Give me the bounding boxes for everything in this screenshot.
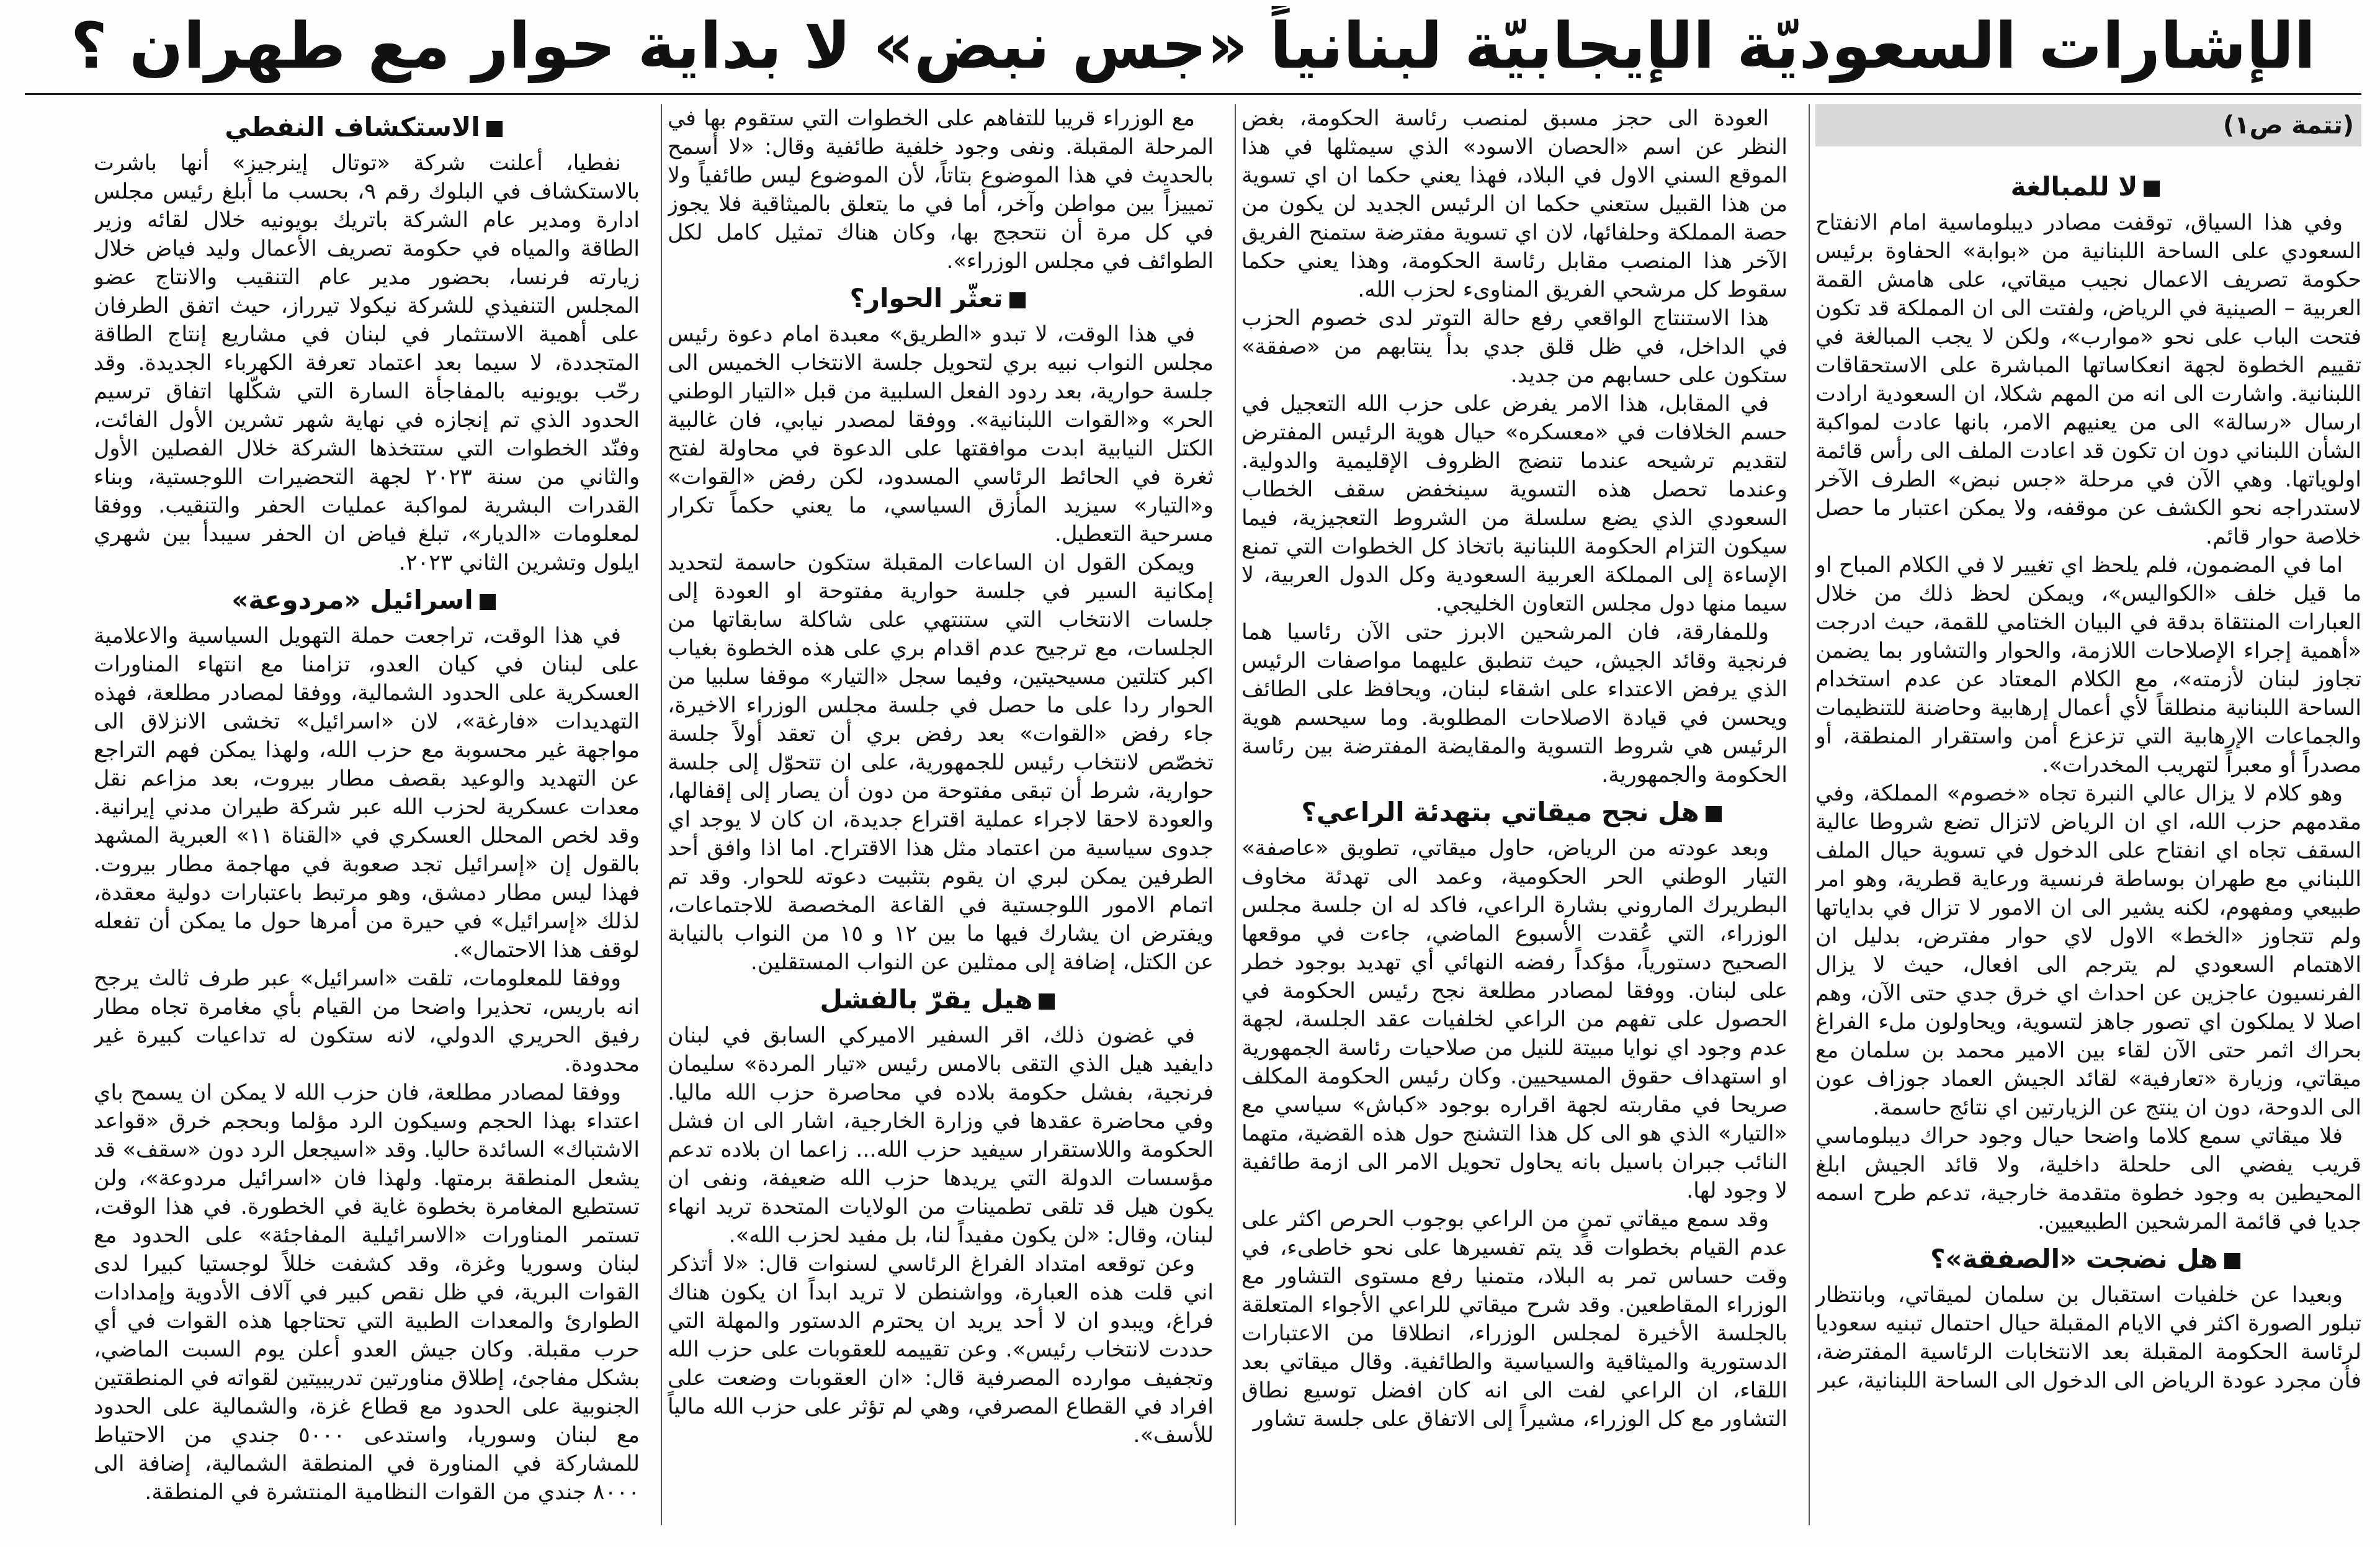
paragraph: مع الوزراء قريبا للتفاهم على الخطوات التي ستقوم بها في المرحلة المقبلة. ونفى وجود خلفية طائفية وقال: «لا أسمح بالحديث في هذا الموضوع بتاتاً، لأن الموضوع ليس طائفياً ولا تمييزاً بين مواطن وآخر، أما في ما يتعلق بالميثاقية فلا يجوز في كل مرة أن نتحجج بها، وكان هناك تمثيل كامل لكل الطوائف في مجلس الوزراء». bbox=[668, 106, 1214, 274]
paragraph: وعن توقعه امتداد الفراغ الرئاسي لسنوات قال: «لا أتذكر اني قلت هذه العبارة، وواشنطن لا تريد ابداً ان يكون هناك فراغ، ويبدو ان لا أحد يريد ان يحترم الدستور والمهلة التي حددت لانتخاب رئيس». وعن تقييمه للعقوبات على حزب الله وتجفيف موارده المصرفية قال: «ان العقوبات وضعت على افراد في القطاع المصرفي، وهي لم تؤثر على حزب الله مالياً للأسف». bbox=[668, 1252, 1214, 1448]
square-bullet-icon bbox=[486, 121, 503, 137]
paragraph: هذا الاستنتاج الواقعي رفع حالة التوتر لدى خصوم الحزب في الداخل، في ظل قلق جدي بدأ ينتابهم من «صفقة» ستكون على حسابهم من جديد. bbox=[1241, 306, 1787, 388]
subheading: لا للمبالغة bbox=[1815, 168, 2361, 206]
square-bullet-icon bbox=[480, 594, 496, 610]
paragraph: في غضون ذلك، اقر السفير الاميركي السابق في لبنان دايفيد هيل الذي التقى بالامس رئيس «تيار المردة» سليمان فرنجية، بفشل حكومة بلاده في محاصرة حزب الله ماليا. وفي محاضرة عقدها في وزارة الخارجية، اشار الى ان فشل الحكومة واللاستقرار سيفيد حزب الله... زاعما ان بلاده تدعم مؤسسات الدولة التي يريدها حزب الله ضعيفة، ونفى ان يكون هيل قد تلقى تطمينات من الولايات المتحدة تريد انهاء لبنان، وقال: «لن يكون مفيداً لنا، بل مفيد لحزب الله». bbox=[668, 1023, 1214, 1248]
column-1 bbox=[1815, 104, 2361, 1531]
paragraph: في المقابل، هذا الامر يفرض على حزب الله التعجيل في حسم الخلافات في «معسكره» حيال هوية الرئيس المفترض لتقديم ترشيحه عندما تنضج الظروف الإقليمية والدولية. وعندما تحصل هذه التسوية سينخفض سقف الخطاب السعودي الذي يضع سلسلة من الشروط التعجيزية، فيما سيكون التزام الحكومة اللبنانية باتخاذ كل الخطوات التي تمنع الإساءة إلى المملكة العربية السعودية وكل الدول العربية، لا سيما منها دول مجلس التعاون الخليجي. bbox=[1241, 392, 1787, 616]
paragraph: فلا ميقاتي سمع كلاما واضحا حيال وجود حراك ديبلوماسي قريب يفضي الى حلحلة داخلية، ولا قائد الجيش ابلغ المحيطين به وجود خطوة متقدمة خارجية، تدعم طرح اسمه جديا في قائمة المرشحين الطبيعيين. bbox=[1815, 1124, 2361, 1234]
paragraph: وهو كلام لا يزال عالي النبرة تجاه «خصوم» المملكة، وفي مقدمهم حزب الله، اي ان الرياض لاتزال تضع شروطا عالية السقف تجاه اي انفتاح على الدخول في تسوية حيال الملف اللبناني مع طهران بوساطة فرنسية ورعاية قطرية، وهو امر طبيعي ومفهوم، لكنه يشير الى ان الامور لا تزال في بداياتها ولم تتجاوز «الخط» الاول لاي حوار مفترض، بدليل ان الاهتمام السعودي لم يترجم الى افعال، حيث لا يزال الفرنسيون عاجزين عن احداث اي خرق جدي حتى الآن، وهم اصلا لا يملكون اي تصور جاهز لتسوية، ويحاولون ملء الفراغ بحراك اثمر حتى الآن لقاء بين الامير محمد بن سلمان مع ميقاتي، وزيارة «تعارفية» لقائد الجيش العماد جوزاف عون الى الدوحة، دون ان ينتج عن الزيارتين اي نتائج حاسمة. bbox=[1815, 781, 2361, 1120]
headline-rule bbox=[25, 93, 2361, 95]
paragraph: في هذا الوقت، لا تبدو «الطريق» معبدة امام دعوة رئيس مجلس النواب نبيه بري لتحويل جلسة الانتخاب الخميس الى جلسة حوارية، بعد ردود الفعل السلبية من قبل «التيار الوطني الحر» و«القوات اللبنانية». ووفقا لمصدر نيابي، فان غالبية الكتل النيابية ابدت موافقتها على الدعوة في محاولة لفتح ثغرة في الحائط الرئاسي المسدود، لكن رفض «القوات» و«التيار» سيزيد المأزق السياسي، ما يعني حكماً تكرار مسرحية التعطيل. bbox=[668, 322, 1214, 547]
paragraph: العودة الى حجز مسبق لمنصب رئاسة الحكومة، بغض النظر عن اسم «الحصان الاسود» الذي سيمثلها في هذا الموقع السني الاول في البلاد، فهذا يعني حكما ان اي تسوية من هذا القبيل ستعني حكما ان الرئيس الجديد لن يكون من حصة المملكة وحلفائها، لان اي تسوية مفترضة ستمنح الفريق الآخر هذا المنصب مقابل رئاسة الحكومة، وهذا يعني حكما سقوط كل مرشحي الفريق المناوىء لحزب الله. bbox=[1241, 106, 1787, 302]
column-4 bbox=[94, 104, 640, 1531]
paragraph: نفطيا، أعلنت شركة «توتال إينرجيز» أنها باشرت بالاستكشاف في البلوك رقم ٩، بحسب ما أبلغ رئيس مجلس ادارة ومدير عام الشركة باتريك بويونيه خلال لقائه وزير الطاقة والمياه في حكومة تصريف الأعمال وليد فياض خلال زيارته فرنسا، بحضور مدير عام التنقيب والانتاج عضو المجلس التنفيذي للشركة نيكولا تيرراز، حيث اتفق الطرفان على أهمية الاستثمار في لبنان في مشاريع إنتاج الطاقة المتجددة، لا سيما بعد اعتماد تعرفة الكهرباء الجديدة. وقد رحّب بويونيه بالمفاجأة السارة التي شكّلها اتفاق ترسيم الحدود الذي تم إنجازه في نهاية شهر تشرين الأول الفائت، وفنّد الخطوات التي ستتخذها الشركة خلال الفصلين الأول والثاني من سنة ٢٠٢٣ لجهة التحضيرات اللوجستية، وبناء القدرات البشرية لمواكبة عمليات الحفر والتنقيب. ووفقا لمعلومات «الديار»، تبلغ فياض ان الحفر سيبدأ بين شهري ايلول وتشرين الثاني ٢٠٢٣. bbox=[94, 151, 640, 575]
paragraph: وبعد عودته من الرياض، حاول ميقاتي، تطويق «عاصفة» التيار الوطني الحر الحكومية، وعمد الى تهدئة مخاوف البطريرك الماروني بشارة الراعي، فاكد له ان جلسة مجلس الوزراء، التي عُقدت الأسبوع الماضي، جاءت في موقعها الصحيح دستورياً، مؤكداً رفضه النهائي أي تهديد بوجود خطر على لبنان. ووفقا لمصادر مطلعة نجح رئيس الحكومة في الحصول على تفهم من الراعي لخلفيات عقد الجلسة، لجهة عدم وجود اي نوايا مبيتة للنيل من صلاحيات رئاسة الجمهورية او استهداف حقوق المسيحيين. وكان رئيس الحكومة المكلف صريحا في مقاربته لجهة اقراره بوجود «كباش» سياسي مع «التيار» الذي هو الى كل هذا التشنج حول هذه القضية، متهما النائب جبران باسيل بانه يحاول تحويل الامر الى ازمة طائفية لا وجود لها. bbox=[1241, 836, 1787, 1203]
headline: الإشارات السعوديّة الإيجابيّة لبنانياً «جس نبض» لا بداية حوار مع طهران ؟ bbox=[70, 9, 2316, 83]
paragraph: وللمفارقة، فان المرشحين الابرز حتى الآن رئاسيا هما فرنجية وقائد الجيش، حيث تنطبق عليهما مواصفات الرئيس الذي يرفض الاعتداء على اشقاء لبنان، ويحافظ على الطائف ويحسن في قيادة الاصلاحات المطلوبة. وما سيحسم هوية الرئيس هي شروط التسوية والمقايضة المفترضة بين رئاسة الحكومة والجمهورية. bbox=[1241, 620, 1787, 787]
continuation-label: (تتمة ص١) bbox=[1815, 104, 2361, 146]
paragraph: اما في المضمون، فلم يلحظ اي تغيير لا في الكلام المباح او ما قيل خلف «الكواليس»، ويمكن لحظ ذلك من خلال العبارات المنتقاة بدقة في البيان الختامي للقمة، حيث ادرجت «أهمية إجراء الإصلاحات اللازمة، والحوار والتشاور بما يضمن تجاوز لبنان لأزمته»، مع الكلام المعتاد عن عدم استخدام الساحة اللبنانية منطلقاً لأي أعمال إرهابية وحاضنة للتنظيمات والجماعات الإرهابية التي تزعزع أمن واستقرار المنطقة، أو مصدراً أو معبراً لتهريب المخدرات». bbox=[1815, 553, 2361, 778]
square-bullet-icon bbox=[1706, 806, 1722, 822]
paragraph: ويمكن القول ان الساعات المقبلة ستكون حاسمة لتحديد إمكانية السير في جلسة حوارية مفتوحة او العودة إلى جلسات الانتخاب التي ستنتهي على شاكلة سابقاتها من الجلسات، مع ترجيح عدم اقدام بري على هذه الخطوة بغياب اكبر كتلتين مسيحيتين، وفيما سجل «التيار» موقفا سلبيا من الحوار ردا على ما حصل في جلسة مجلس الوزراء الاخيرة، جاء رفض «القوات» بعد رفض بري أن تعقد أولاً جلسة تخصّص لانتخاب رئيس للجمهورية، على ان تتحوّل إلى جلسة حوارية، شرط أن تبقى مفتوحة من دون أن يصار إلى إقفالها، والعودة لاحقا لاجراء عملية اقتراع جديدة، ان كان لا يوجد اي جدوى سياسية من اعتماد مثل هذا الاقتراح. اما اذا وافق أحد الطرفين يمكن لبري ان يقوم بتثبيت دعوته للحوار. وقد تم اتمام الامور اللوجستية في القاعة المخصصة للاجتماعات، ويفترض ان يشارك فيها ما بين ١٢ و ١٥ من النواب بالنيابة عن الكتل، إضافة إلى ممثلين عن النواب المستقلين. bbox=[668, 550, 1214, 975]
column-3 bbox=[668, 104, 1214, 1531]
square-bullet-icon bbox=[1039, 993, 1055, 1010]
square-bullet-icon bbox=[2224, 1253, 2240, 1269]
column-2 bbox=[1241, 104, 1787, 1531]
paragraph: وبعيدا عن خلفيات استقبال بن سلمان لميقاتي، وبانتظار تبلور الصورة اكثر في الايام المقبلة حيال احتمال تبنيه سعوديا لرئاسة الحكومة المقبلة بعد الانتخابات الرئاسية المفترضة، فأن مجرد عودة الرياض الى الدخول الى الساحة اللبنانية، عبر bbox=[1815, 1283, 2361, 1393]
square-bullet-icon bbox=[2144, 181, 2160, 197]
subheading: هيل يقرّ بالفشل bbox=[668, 980, 1214, 1019]
column-divider bbox=[1235, 104, 1236, 1525]
paragraph: وفي هذا السياق، توقفت مصادر ديبلوماسية امام الانفتاح السعودي على الساحة اللبنانية من «بوابة» الحفاوة برئيس حكومة تصريف الاعمال نجيب ميقاتي، على هامش القمة العربية – الصينية في الرياض، ولفتت الى ان المملكة قد تكون فتحت الباب على نحو «موارب»، ولكن لا يجب المبالغة في تقييم الخطوة لجهة انعكاساتها المباشرة على الاستحقاقات اللبنانية. واشارت الى انه من المهم شكلا، ان السعودية ارادت ارسال «رسالة» الى من يعنيهم الامر، بانها عادت لمواكبة الشأن اللبناني دون ان تكون قد اعادت الملف الى رأس قائمة اولوياتها. وهي الآن في مرحلة «جس نبض» الطرف الآخر لاستدراجه نحو الكشف عن موقفه، ولا يمكن اعتبار ما حصل خلاصة حوار قائم. bbox=[1815, 210, 2361, 549]
column-divider bbox=[661, 104, 662, 1525]
paragraph: ووفقا لمصادر مطلعة، فان حزب الله لا يمكن ان يسمح باي اعتداء بهذا الحجم وسيكون الرد مؤلما وبحجم خرق «قواعد الاشتباك» السائدة حاليا. وقد «اسيجعل الرد دون «سقف» قد يشعل المنطقة برمتها. ولهذا فان «اسرائيل مردوعة»، ولن تستطيع المغامرة بخطوة غاية في الخطورة. في هذا الوقت، تستمر المناورات «الاسرائيلية المفاجئة» على الحدود مع لبنان وسوريا وغزة، وقد كشفت خللاً لوجستيا كبيرا لدى القوات البرية، في ظل نقص كبير في آلاف الأدوية وإمدادات الطوارئ والمعدات الطبية التي تحتاجها هذه القوات في أي حرب مقبلة. وكان جيش العدو أعلن يوم السبت الماضي، بشكل مفاجئ، إطلاق مناورتين تدريبيتين لقواته في المنطقتين الجنوبية على الحدود مع قطاع غزة، والشمالية على الحدود مع لبنان وسوريا، واستدعى ٥٠٠٠ جندي من الاحتياط للمشاركة في المناورة في المنطقة الشمالية، إضافة الى ٨٠٠٠ جندي من القوات النظامية المنتشرة في المنطقة. bbox=[94, 1080, 640, 1505]
subheading: الاستكشاف النفطي bbox=[94, 108, 640, 146]
square-bullet-icon bbox=[1009, 292, 1026, 308]
paragraph: ووفقا للمعلومات، تلقت «اسرائيل» عبر طرف ثالث يرجح انه باريس، تحذيرا واضحا من القيام بأي مغامرة تجاه مطار رفيق الحريري الدولي، لانه ستكون له تداعيات كبيرة غير محدودة. bbox=[94, 966, 640, 1077]
paragraph: في هذا الوقت، تراجعت حملة التهويل السياسية والاعلامية على لبنان في كيان العدو، تزامنا مع انتهاء المناورات العسكرية على الحدود الشمالية، ووفقا لمصادر مطلعة، فهذه التهديدات «فارغة»، لان «اسرائيل» تخشى الانزلاق الى مواجهة غير محسوبة مع حزب الله، ولهذا يمكن فهم التراجع عن التهديد والوعيد بقصف مطار بيروت، بعد مزاعم نقل معدات عسكرية لحزب الله عبر شركة طيران مدني إيرانية. وقد لخص المحلل العسكري في «القناة ١١» العبرية المشهد بالقول إن «إسرائيل تجد صعوبة في مهاجمة مطار بيروت. فهذا ليس مطار دمشق، وهو مرتبط باعتبارات دولية معقدة، لذلك «إسرائيل» في حيرة من أمرها حول ما يمكن أن تفعله لوقف هذا الاحتمال». bbox=[94, 624, 640, 962]
paragraph: وقد سمع ميقاتي تمنٍ من الراعي بوجوب الحرص اكثر على عدم القيام بخطوات قد يتم تفسيرها على نحو خاطىء، في وقت حساس تمر به البلاد، متمنيا رفع مستوى التشاور مع الوزراء المقاطعين. وقد شرح ميقاتي للراعي الأجواء المتعلقة بالجلسة الأخيرة لمجلس الوزراء، انطلاقا من الاعتبارات الدستورية والميثاقية والسياسية والطائفية. وقال ميقاتي بعد اللقاء، ان الراعي لفت الى انه كان افضل توسيع نطاق التشاور مع كل الوزراء، مشيراً إلى الاتفاق على جلسة تشاور bbox=[1241, 1207, 1787, 1432]
subheading: هل نجح ميقاتي بتهدئة الراعي؟ bbox=[1241, 793, 1787, 832]
subheading: تعثّر الحوار؟ bbox=[668, 279, 1214, 318]
subheading: هل نضجت «الصفقة»؟ bbox=[1815, 1240, 2361, 1278]
subheading: اسرائيل «مردوعة» bbox=[94, 581, 640, 619]
column-divider bbox=[1809, 104, 1810, 1525]
